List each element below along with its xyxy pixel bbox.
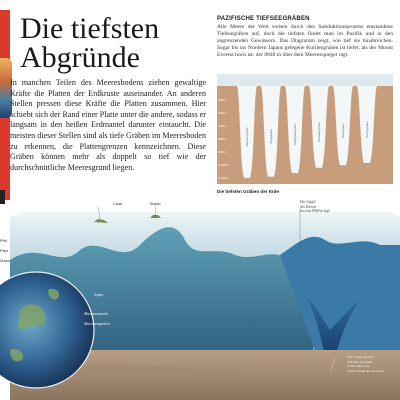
water-surface [10,212,400,217]
diagram-depth-label: 6000 m [218,112,227,115]
title-line-1: Die tiefsten [20,12,160,45]
trench-label: Tongagraben [270,128,273,144]
label-marianengraben: Marianengraben [84,322,110,326]
intro-paragraph: In manchen Teilen des Meeresbodens ziehen gewaltige Kräfte die Platten der Erdkruste auseinander. An anderen Stellen pressen diese Kräfte die Platten zusammen. Hier schiebt sich der Rand einer Platte unter die andere, sodass er langsam in den heißen Erdmantel darunter eintaucht. Die meisten dieser Stellen sind als tiefe Gräben im Meeresboden zu erkennen, die Plattengrenzen kennzeichnen. Diese Gräben können mehr als doppelt so tief wie der durchschnittliche Meeresgrund liegen. [10,78,206,172]
side-label-1: Phil [0,238,7,243]
diagram-caption: Die tiefsten Gräben der Erde [217,189,280,194]
page-title [20,14,180,72]
panel-title: PAZIFISCHE TIEFSEEGRÄBEN [217,16,310,22]
trench-label: Boningraben [342,123,345,138]
label-everest-note: Der Gipfel des Everest im etwa 8000 m tiefe [300,200,330,213]
seafloor-scene [0,200,400,400]
label-saipan: Saipan [150,202,161,206]
side-label-3: Ozea [0,258,10,263]
diagram-depth-label: 10 000 m [218,164,229,167]
trench-label: Kermadecgraben [318,122,321,142]
side-label-2: Pazi [0,248,8,253]
label-marianen: Marianeninseln [84,312,109,316]
diagram-depth-label: 4000 m [218,99,227,102]
panel-text: Alle Meere der Welt weisen durch den Subduktionsprozess entstandene Tiefseegräben auf, doch die tiefsten findet man im Pazifik und in den angrenzenden Gewässern. Das Diagramm zeigt, wie tief sie hinabreichen. Sogar bis ins Nordern Japans gelegene Kurilengraben ist tiefer, als der Mount Everest hoch ist: der 8848 m über dem Meeresspiegel ragt. [217,24,393,58]
diagram-depth-label: 8000 m [218,138,227,141]
label-japan: Japan [94,293,104,297]
diagram-depth-label: 9000 m [218,151,227,154]
diagram-depth-label: 11 000 m [218,177,229,180]
label-guam: Guam [113,202,123,206]
label-challenger: Das Challengertief befindet sich ganz in der Nähe des tiefsten Ende des Grabens [347,355,384,373]
trench-label: Philippinengraben [294,124,297,146]
diagram-depth-label: 7000 m [218,125,227,128]
trench-label: Marianengraben [246,127,249,147]
trench-label: Kurilengraben [366,121,369,138]
trench-diagram [217,74,393,184]
title-line-2: Abgründe [20,41,140,74]
